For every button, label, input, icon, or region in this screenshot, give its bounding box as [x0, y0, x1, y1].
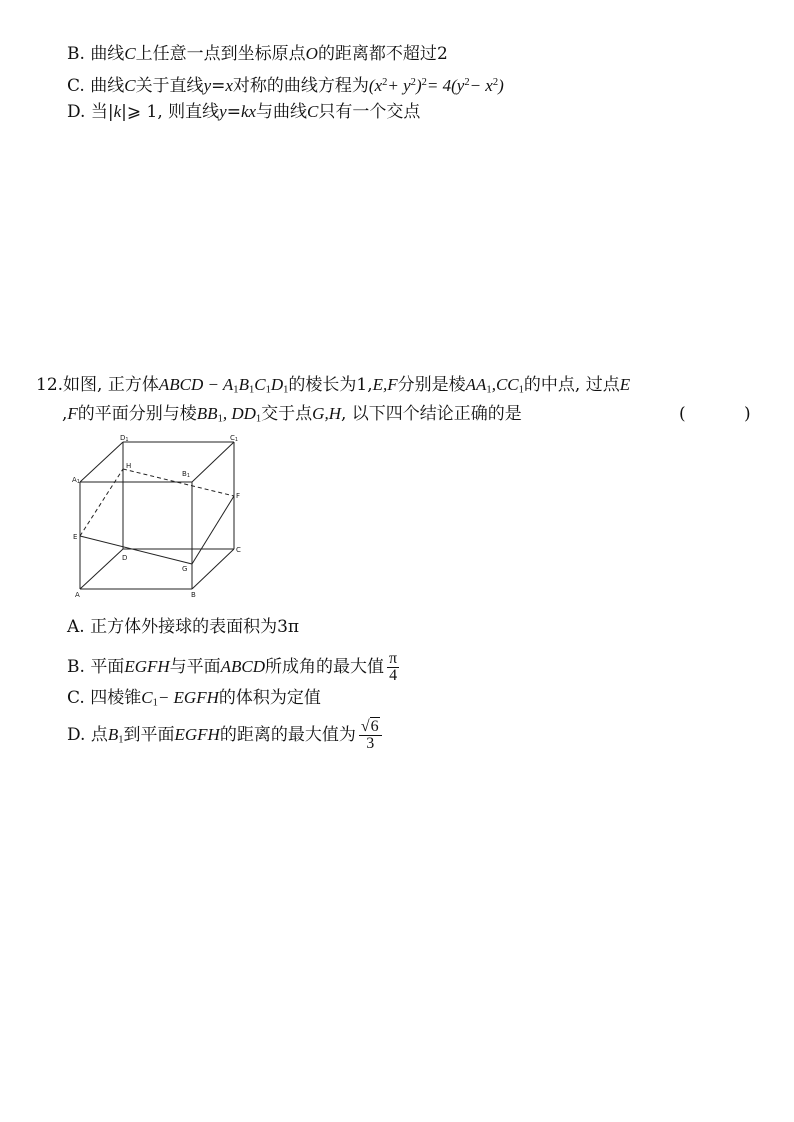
label-B: B: [191, 591, 196, 599]
question-12-line-2: ,F的平面分别与棱$BB_1$, $DD_1$交于点G,H, 以下四个结论正确的是: [62, 404, 522, 425]
option-letter: B.: [67, 657, 85, 677]
label-A1: A1: [72, 476, 80, 485]
label-G: G: [182, 565, 188, 573]
label-C: C: [236, 546, 241, 554]
label-C1: C1: [230, 434, 239, 443]
symmetric-equation: $(x^2+ y^2)^2= 4(y^2- x^2)$: [368, 75, 504, 95]
fraction-sqrt6-over-3: $\frac{√6}{3}$: [359, 719, 382, 752]
label-A: A: [75, 591, 80, 599]
label-D1: D1: [120, 434, 129, 443]
label-D: D: [122, 554, 128, 562]
question-12-line-1: 12.如图, 正方体ABCD − $A_1B_1C_1D_1$的棱长为1,E,F分别是棱$AA_1,CC_1$的中点, 过点E: [36, 375, 631, 396]
section-E-H: [80, 469, 123, 536]
edge-D1-A1: [80, 442, 123, 482]
answer-paren-open: (: [679, 404, 686, 424]
option-a: A. 正方体外接球的表面积为3π: [67, 617, 300, 637]
edge-B-C: [192, 549, 234, 589]
edge-B1-C1: [192, 442, 234, 482]
section-G-F: [192, 496, 234, 564]
option-letter: D.: [67, 725, 86, 745]
option-letter: A.: [67, 617, 85, 637]
prev-option-d: D. 当|k|⩾ 1, 则直线y=kx与曲线C只有一个交点: [67, 102, 421, 122]
fraction-pi-over-4: $\frac{\pi}{4}$: [389, 650, 398, 684]
label-E: E: [73, 533, 78, 541]
option-b: B. 平面EGFH与平面ABCD所成角的最大值 $\frac{\pi}{4}$: [67, 650, 398, 684]
option-letter: B.: [67, 44, 85, 64]
label-F: F: [236, 492, 241, 500]
label-B1: B1: [182, 470, 190, 479]
option-c: C. 四棱锥$C_1-$ EGFH的体积为定值: [67, 688, 321, 709]
prev-option-b: B. 曲线C上任意一点到坐标原点O的距离都不超过2: [67, 44, 448, 64]
question-number: 12.: [36, 375, 64, 395]
option-letter: D.: [67, 102, 86, 122]
prev-option-c: C. 曲线C关于直线y=x对称的曲线方程为$(x^2+ y^2)^2= 4(y^2- x^2)$: [67, 75, 504, 96]
label-H: H: [126, 462, 132, 470]
option-letter: C.: [67, 75, 85, 96]
cube-figure: [70, 434, 250, 599]
option-d: D. 点$B_1$到平面EGFH的距离的最大值为 $\frac{√6}{3}$: [67, 718, 382, 758]
cube-name: ABCD − $A_1B_1C_1D_1$: [158, 375, 289, 396]
section-E-G: [80, 536, 192, 564]
answer-paren-close: ): [744, 404, 751, 424]
edge-D-A: [80, 549, 123, 589]
option-letter: C.: [67, 688, 85, 708]
